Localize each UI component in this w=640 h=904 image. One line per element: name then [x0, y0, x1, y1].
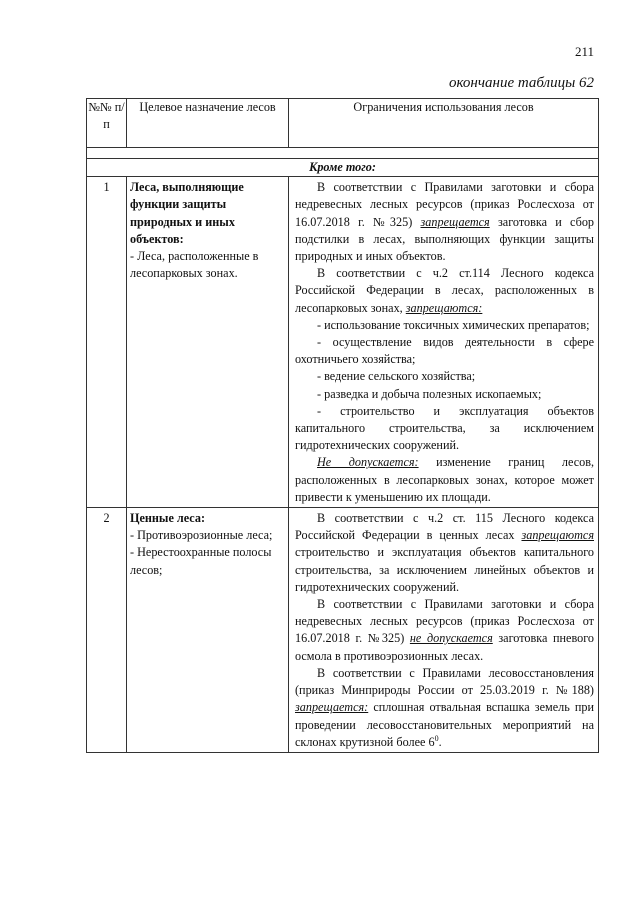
purpose-cell	[127, 177, 289, 508]
emphasis-text: запрещаются:	[405, 300, 483, 315]
band-label: Кроме того:	[87, 159, 599, 177]
text-run: строительство и эксплуатация объектов капитального строительства, за исключением линейных объектов и гидротехнических сооружений.	[295, 545, 594, 594]
text-run: В соответствии с ч.2 ст. 115 Лесного кодекса Российской Федерации в ценных лесах	[295, 511, 594, 543]
purpose-title: Леса, выполняющие функции защиты природных и иных объектов:	[130, 180, 244, 246]
limits-paragraph	[295, 510, 594, 596]
purpose-title: Ценные леса:	[130, 511, 206, 526]
limits-list-item: - разведка и добыча полезных ископаемых;	[317, 386, 542, 401]
limits-list-item: - строительство и эксплуатация объектов капитального строительства, за исключением гидротехнических сооружений.	[295, 403, 594, 453]
spacer-cell	[87, 148, 599, 159]
limits-list-item: - осуществление видов деятельности в сфере охотничьего хозяйства;	[295, 335, 594, 367]
text-run: В соответствии с Правилами лесовосстановления (приказ Минприроды России от 25.03.2019 г. №188)	[295, 665, 594, 698]
table-row	[87, 177, 599, 508]
limits-list-item: - использование токсичных химических препаратов;	[317, 317, 590, 332]
row-number: 2	[87, 508, 127, 753]
text-run: В соответствии с ч.2 ст.114 Лесного кодекса Российской Федерации в лесах, расположенных в лесопарковых зонах,	[295, 266, 594, 315]
limits-cell	[289, 177, 599, 508]
limits-paragraph	[295, 179, 594, 265]
emphasis-text: запрещается:	[295, 700, 369, 715]
table-caption: окончание таблицы 62	[448, 75, 594, 91]
text-run: .	[438, 734, 442, 749]
header-purpose: Целевое назначение лесов	[127, 99, 289, 148]
text-run: В соответствии с Правилами заготовки и сбора недревесных лесных ресурсов (приказ Рослесхоза от 16.07.2018 г. №325)	[295, 597, 594, 646]
purpose-item: - Нерестоохранные полосы лесов;	[130, 545, 272, 577]
degree-superscript: 0	[434, 733, 439, 743]
purpose-cell	[127, 508, 289, 753]
row-number: 1	[87, 177, 127, 508]
table-band-row	[87, 159, 599, 177]
text-run: заготовка и сбор подстилки в лесах, выполняющих функции защиты природных и иных объектов.	[295, 214, 595, 264]
limits-list-item: - ведение сельского хозяйства;	[317, 369, 476, 384]
text-run: В соответствии с Правилами заготовки и сбора недревесных лесных ресурсов (приказ Рослесхоза от 16.07.2018 г. №325)	[295, 180, 594, 229]
limits-paragraph	[295, 596, 594, 665]
emphasis-text: Не допускается:	[317, 455, 419, 470]
emphasis-text: не допускается	[409, 631, 493, 646]
limits-paragraph	[295, 265, 594, 317]
emphasis-text: запрещаются	[521, 528, 594, 543]
text-run: изменение границ лесов, расположенных в лесопарковых зонах, которое может привести к уменьшению их площади.	[295, 455, 595, 504]
table-spacer-row	[87, 148, 599, 159]
limits-paragraph	[295, 665, 594, 751]
table-header-row	[87, 99, 599, 148]
purpose-item: - Леса, расположенные в лесопарковых зонах.	[130, 249, 259, 281]
header-num: №№ п/п	[87, 99, 127, 148]
text-run: заготовка пневого осмола в противоэрозионных лесах.	[295, 631, 594, 663]
limits-paragraph	[295, 454, 594, 506]
restrictions-table	[86, 98, 599, 753]
table-row	[87, 508, 599, 753]
limits-cell	[289, 508, 599, 753]
purpose-item: - Противоэрозионные леса;	[130, 528, 273, 543]
header-limits: Ограничения использования лесов	[289, 99, 599, 148]
emphasis-text: запрещается	[420, 214, 490, 229]
text-run: сплошная отвальная вспашка земель при проведении лесовосстановительных мероприятий на склонах крутизной более 6	[295, 700, 594, 749]
page-number: 211	[574, 44, 594, 59]
